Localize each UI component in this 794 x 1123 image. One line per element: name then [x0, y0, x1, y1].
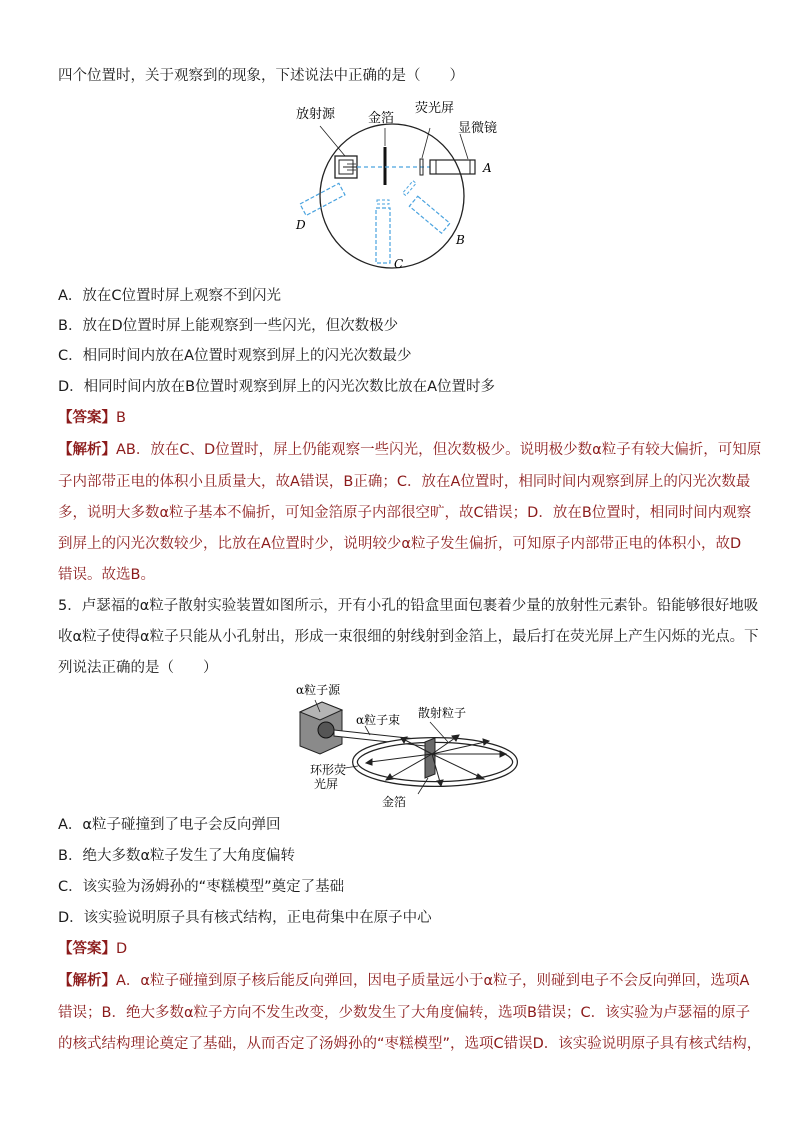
alpha-source-box — [300, 702, 342, 754]
q5-analysis-line-3: 的核式结构理论奠定了基础，从而否定了汤姆孙的“枣糕模型”，选项C错误D．该实验说明原子具有核式结构， — [58, 1036, 762, 1052]
label-pos-d: D — [296, 218, 306, 232]
label-screen: 荧光屏 — [415, 101, 455, 116]
q4-analysis-line-3: 多，说明大多数α粒子基本不偏折，可知金箔原子内部很空旷，故C错误；D．放在B位置时，相同时间内观察 — [58, 505, 752, 521]
q5-option-d: D．该实验说明原子具有核式结构，正电荷集中在原子中心 — [58, 910, 432, 926]
source-leader — [320, 126, 345, 156]
answer-value: B — [116, 410, 126, 426]
microscope-d — [300, 183, 345, 215]
analysis-tag: 【解析】 — [58, 442, 116, 458]
q5-option-b: B．绝大多数α粒子发生了大角度偏转 — [58, 848, 296, 864]
q5-analysis-line-2: 错误；B．绝大多数α粒子方向不发生改变，少数发生了大角度偏转，选项B错误；C．该实验为卢瑟福的原子 — [58, 1005, 751, 1021]
microscope-leader — [460, 134, 468, 159]
label-pos-a: A — [483, 161, 492, 175]
label-gold-foil: 金箔 — [382, 795, 407, 809]
label-alpha-source: α粒子源 — [296, 683, 341, 697]
q5-analysis-line-1: 【解析】A．α粒子碰撞到原子核后能反向弹回，因电子质量远小于α粒子，则碰到电子不会反向弹回，选项A — [58, 973, 750, 989]
analysis-tag: 【解析】 — [58, 973, 116, 989]
q5-answer-line — [58, 939, 754, 959]
q4-answer-line — [58, 408, 754, 428]
q5-option-c: C．该实验为汤姆孙的“枣糕模型”奠定了基础 — [58, 879, 345, 895]
q4-option-c: C．相同时间内放在A位置时观察到屏上的闪光次数最少 — [58, 348, 412, 364]
q4-option-b: B．放在D位置时屏上能观察到一些闪光，但次数极少 — [58, 318, 399, 334]
label-ring-screen-1: 环形荧 — [310, 763, 347, 777]
microscope-a — [430, 160, 475, 174]
q4-stem: 四个位置时，关于观察到的现象，下述说法中正确的是（ ） — [58, 68, 464, 84]
q5-option-a: A．α粒子碰撞到了电子会反向弹回 — [58, 817, 281, 833]
microscope-b — [403, 181, 450, 233]
label-pos-b: B — [456, 233, 465, 247]
label-scattered: 散射粒子 — [418, 706, 467, 720]
answer-tag: 【答案】 — [58, 410, 116, 426]
q5-stem-line-3: 列说法正确的是（ ） — [58, 660, 218, 676]
q4-option-d: D．相同时间内放在B位置时观察到屏上的闪光次数比放在A位置时多 — [58, 379, 496, 395]
q4-figure — [290, 96, 520, 276]
label-microscope: 显微镜 — [458, 121, 498, 136]
q5-stem-line-2: 收α粒子使得α粒子只能从小孔射出，形成一束很细的射线射到金箔上，最后打在荧光屏上产生闪烁的光点。下 — [58, 629, 759, 645]
answer-tag: 【答案】 — [58, 941, 116, 957]
label-ring-screen-2: 光屏 — [314, 777, 339, 791]
q4-analysis-line-1: 【解析】AB．放在C、D位置时，屏上仍能观察一些闪光，但次数极少。说明极少数α粒子有较大偏折，可知原 — [58, 442, 762, 458]
label-foil: 金箔 — [368, 111, 395, 126]
label-alpha-beam: α粒子束 — [356, 713, 401, 727]
label-source: 放射源 — [296, 107, 336, 122]
answer-value: D — [116, 941, 128, 957]
label-pos-c: C — [394, 257, 404, 271]
q4-analysis-line-2: 子内部带正电的体积小且质量大，故A错误，B正确；C．放在A位置时，相同时间内观察到屏上的闪光次数最 — [58, 474, 751, 490]
q4-analysis-line-4: 到屏上的闪光次数较少，比放在A位置时少，说明较少α粒子发生偏折，可知原子内部带正电的体积小，故D — [58, 536, 742, 552]
q4-option-a: A．放在C位置时屏上观察不到闪光 — [58, 288, 282, 304]
q5-stem-line-1: 5．卢瑟福的α粒子散射实验装置如图所示，开有小孔的铅盒里面包裹着少量的放射性元素钋。铅能够很好地吸 — [58, 598, 759, 614]
q5-figure — [290, 682, 520, 812]
microscope-c — [376, 200, 390, 263]
radioactive-source-box — [335, 156, 358, 178]
q4-analysis-line-5: 错误。故选B。 — [58, 567, 155, 583]
